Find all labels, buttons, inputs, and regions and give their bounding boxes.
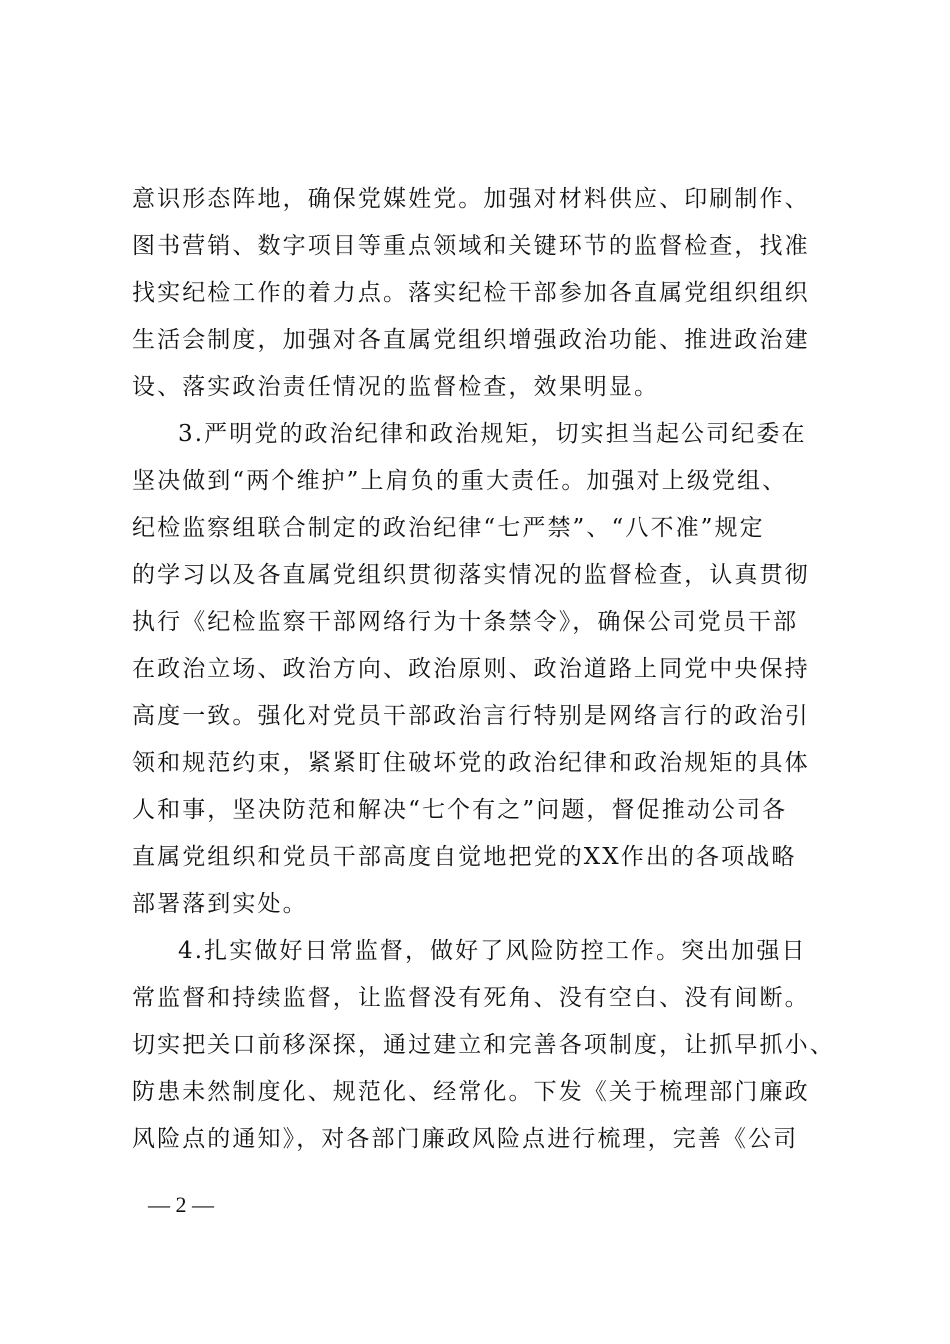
body-text [132, 176, 835, 1163]
text-line: 执行《纪检监察干部网络行为十条禁令》，确保公司党员干部 [132, 609, 799, 635]
text-line: 纪检监察组联合制定的政治纪律“七严禁”、“八不准”规定 [132, 515, 765, 541]
text-line: 常监督和持续监督，让监督没有死角、没有空白、没有间断。 [132, 985, 810, 1011]
text-line: 找实纪检工作的着力点。落实纪检干部参加各直属党组织组织 [132, 280, 810, 306]
text-line: 领和规范约束，紧紧盯住破坏党的政治纪律和政治规矩的具体 [132, 750, 810, 776]
text-line: 高度一致。强化对党员干部政治言行特别是网络言行的政治引 [132, 703, 810, 729]
text-line: 风险点的通知》，对各部门廉政风险点进行梳理，完善《公司 [132, 1126, 799, 1152]
text-line: 坚决做到“两个维护”上肩负的重大责任。加强对上级党组、 [132, 468, 788, 494]
text-line: 生活会制度，加强对各直属党组织增强政治功能、推进政治建 [132, 327, 810, 353]
text-line: 直属党组织和党员干部高度自觉地把党的XX作出的各项战略 [132, 844, 797, 870]
page-number: — 2 — [148, 1192, 214, 1217]
text-line: 4.扎实做好日常监督，做好了风险防控工作。突出加强日 [178, 938, 807, 964]
text-line: 的学习以及各直属党组织贯彻落实情况的监督检查，认真贯彻 [132, 562, 810, 588]
text-line: 在政治立场、政治方向、政治原则、政治道路上同党中央保持 [132, 656, 810, 682]
text-line: 部署落到实处。 [132, 891, 308, 917]
text-line: 设、落实政治责任情况的监督检查，效果明显。 [132, 374, 660, 400]
text-line: 防患未然制度化、规范化、经常化。下发《关于梳理部门廉政 [132, 1079, 810, 1105]
text-line: 意识形态阵地，确保党媒姓党。加强对材料供应、印刷制作、 [132, 186, 810, 212]
text-line: 切实把关口前移深探，通过建立和完善各项制度，让抓早抓小、 [132, 1032, 835, 1058]
text-line: 人和事，坚决防范和解决“七个有之”问题，督促推动公司各 [132, 797, 788, 823]
text-line: 图书营销、数字项目等重点领域和关键环节的监督检查，找准 [132, 233, 810, 259]
text-line: 3.严明党的政治纪律和政治规矩，切实担当起公司纪委在 [178, 421, 807, 447]
